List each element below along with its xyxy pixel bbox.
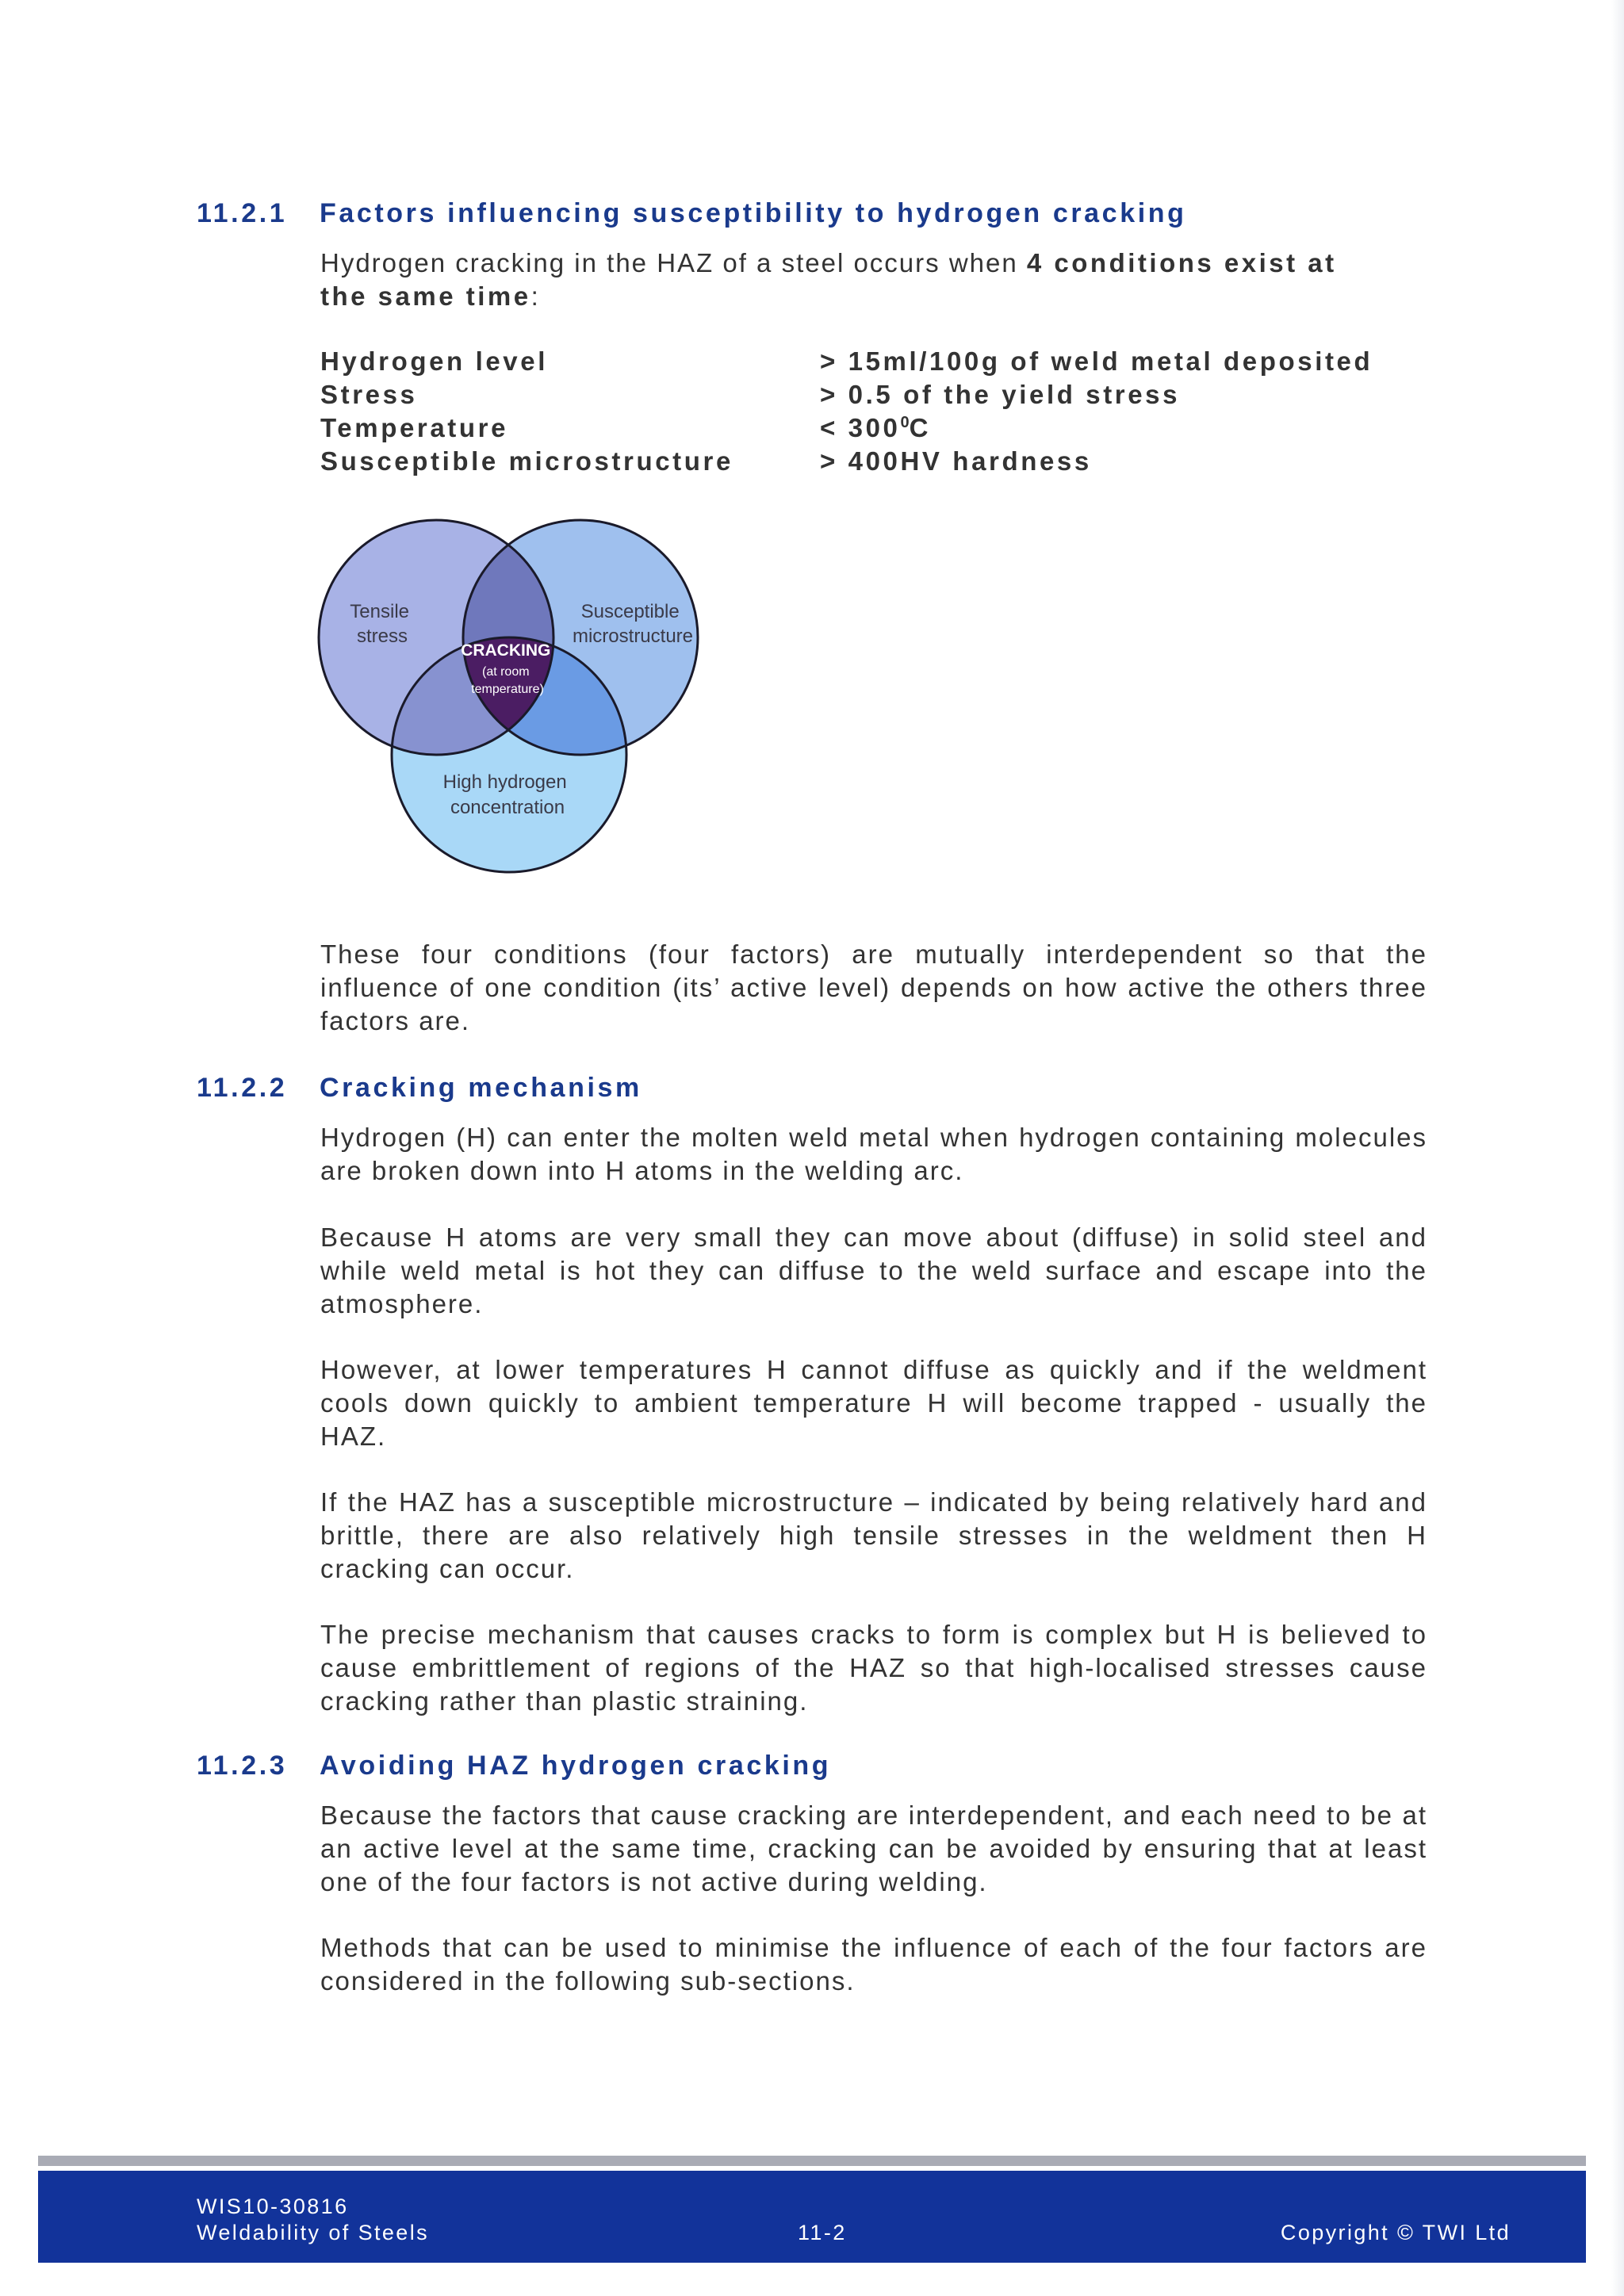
condition-label: Stress [320,380,418,409]
mechanism-paragraph-1: Hydrogen (H) can enter the molten weld metal when hydrogen containing molecules are broken down into H atoms in the welding arc. [320,1123,1427,1185]
condition-row [320,446,1470,480]
section-number: 11.2.1 [197,198,288,228]
temperature-unit: C [909,413,932,442]
condition-value: > 15ml/100g of weld metal deposited [820,346,1373,376]
section-title: Avoiding HAZ hydrogen cracking [320,1751,832,1781]
condition-row [320,380,1470,413]
condition-row [320,413,1470,446]
avoid-paragraph-1: Because the factors that cause cracking are interdependent, and each need to be at an active level at the same time, cracking can be avoided by ensuring that at least one of the four factors is not active during welding. [320,1800,1427,1896]
hydrogen-label: High hydrogen concentration [442,771,567,818]
section-number: 11.2.2 [197,1073,288,1103]
footer-divider [38,2156,1586,2166]
section-title: Cracking mechanism [320,1073,642,1103]
condition-row [320,346,1470,380]
condition-value [820,413,931,443]
intro-paragraph [320,247,1427,313]
tensile-stress-label: Tensile stress [350,601,410,647]
mechanism-paragraph-4: If the HAZ has a susceptible microstructure – indicated by being relatively hard and brittle, there are also relatively high tensile stresses in the weldment then H cracking can occur. [320,1487,1427,1583]
section-heading-11-2-3 [197,1751,831,1781]
footer-doc-id: WIS10-30816 [197,2195,349,2218]
temperature-value: < 300 [820,413,901,442]
condition-label: Susceptible microstructure [320,446,733,476]
condition-value: > 400HV hardness [820,446,1092,476]
mechanism-paragraph-3: However, at lower temperatures H cannot diffuse as quickly and if the weldment cools down quickly to ambient temperature H will become trapped - usually the HAZ. [320,1355,1427,1451]
degree-superscript: 0 [900,414,910,431]
intro-emphasis-1: 4 conditions exist at [1026,248,1337,277]
mechanism-paragraph-5: The precise mechanism that causes cracks to form is complex but H is believed to cause embrittlement of regions of the HAZ so that high-localised stresses cause cracking rather than plastic straining. [320,1620,1427,1716]
condition-label: Hydrogen level [320,346,548,376]
page-footer [38,2171,1586,2263]
section-number: 11.2.3 [197,1751,288,1781]
intro-colon: : [530,281,540,311]
interdependence-paragraph: These four conditions (four factors) are mutually interdependent so that the influence of one condition (its’ active level) depends on how active the others three factors are. [320,939,1427,1035]
condition-value: > 0.5 of the yield stress [820,380,1181,409]
intro-text: Hydrogen cracking in the HAZ of a steel occurs when [320,248,1027,277]
footer-title: Weldability of Steels [197,2221,430,2244]
page-edge-shadow [1611,0,1624,2296]
section-title: Factors influencing susceptibility to hydrogen cracking [320,198,1187,228]
footer-copyright: Copyright © TWI Ltd [1280,2221,1511,2244]
venn-diagram [306,507,718,888]
mechanism-paragraph-2: Because H atoms are very small they can move about (diffuse) in solid steel and while weld metal is hot they can diffuse to the weld surface and escape into the atmosphere. [320,1223,1427,1318]
cracking-label: CRACKING (at room temperature) [461,641,551,696]
microstructure-label: Susceptible microstructure [572,601,694,647]
footer-page-number: 11-2 [798,2221,847,2244]
section-heading-11-2-2 [197,1073,642,1104]
condition-label: Temperature [320,413,509,442]
avoid-paragraph-2: Methods that can be used to minimise the influence of each of the four factors are considered in the following sub-sections. [320,1933,1427,1996]
intro-emphasis-2: the same time [320,281,531,311]
section-heading-11-2-1 [197,198,1187,229]
